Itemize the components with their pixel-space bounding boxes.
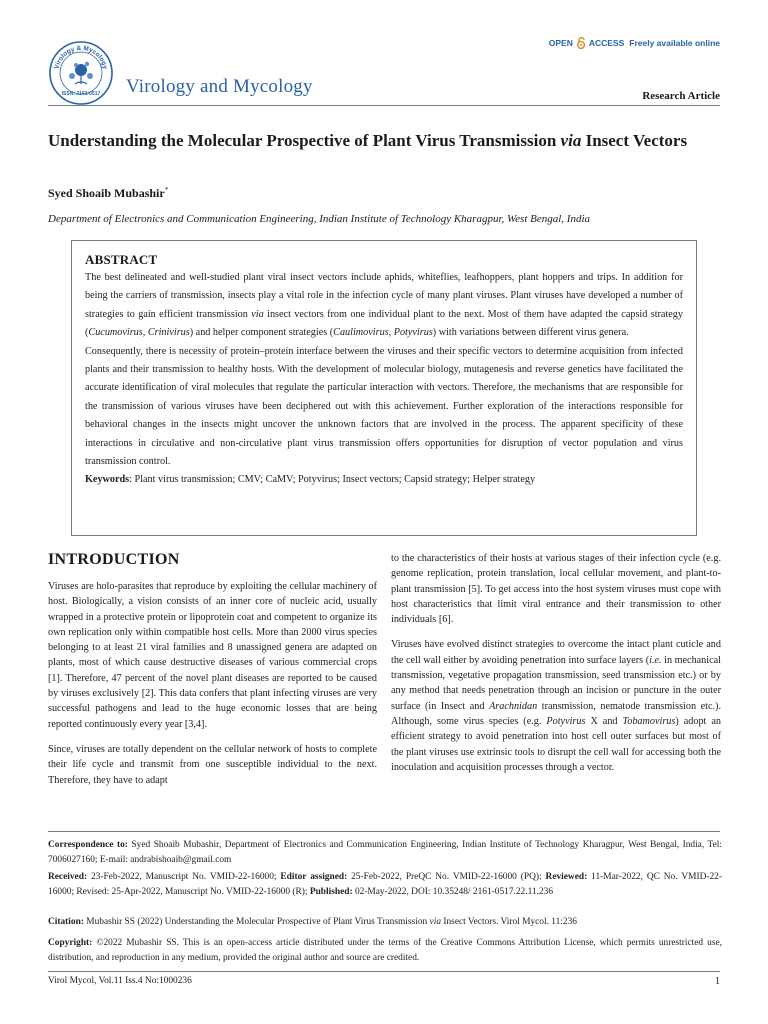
keywords-label: Keywords — [85, 474, 130, 486]
abstract-italic: via — [251, 308, 264, 320]
keywords-text: : Plant virus transmission; CMV; CaMV; Potyvirus; Insect vectors; Capsid strategy; Helper strategy — [129, 474, 536, 486]
introduction-heading: INTRODUCTION — [48, 551, 180, 568]
open-access-badge — [549, 37, 720, 49]
page-number: 1 — [715, 976, 720, 987]
abstract-italic: Caulimovirus — [333, 327, 389, 339]
intro-italic: Potyvirus — [546, 715, 586, 727]
intro-text: Viruses have evolved distinct strategies to overcome the intact plant cuticle and the cell wall either by avoiding penetration into surface layers ( — [391, 639, 721, 666]
citation-italic: via — [429, 917, 442, 927]
dates-line — [48, 870, 722, 900]
correspondence-label: Correspondence to: — [48, 840, 128, 850]
received-label: Received: — [48, 872, 88, 882]
abstract-text: The best delineated and well-studied plant viral insect vectors include aphids, whiteflies, leafhoppers, plant hoppers and trips. In addition for being the carriers of transmission, insects play a vital role in the infection cycle of many plant viruses. Plant viruses have developed a number of strategies to gain efficient transmission — [85, 272, 683, 320]
article-type: Research Article — [642, 90, 720, 102]
abstract-italic: Crinivirus — [147, 327, 190, 339]
intro-italic: Arachnidan — [489, 700, 538, 712]
title-italic: via — [560, 131, 582, 150]
editor-text: 25-Feb-2022, PreQC No. VMID-22-16000 (PQ); — [347, 872, 546, 882]
correspondence-text: Syed Shoaib Mubashir, Department of Electronics and Communication Engineering, Indian Institute of Technology Kharagpur, West Bengal, India, Tel: 7006027160; E-mail: andrabishoaib@gmail.com — [48, 840, 722, 866]
journal-reference: Virol Mycol, Vol.11 Iss.4 No:1000236 — [48, 976, 192, 986]
abstract-text: , — [388, 327, 394, 339]
correspondence — [48, 838, 722, 868]
citation-text: Insect Vectors. Virol Mycol. 11:236 — [441, 917, 577, 927]
title-main: Understanding the Molecular Prospective of Plant Virus Transmission — [48, 131, 561, 150]
citation-text: Mubashir SS (2022) Understanding the Molecular Prospective of Plant Virus Transmission — [83, 917, 430, 927]
footer-rule — [48, 831, 720, 832]
keywords — [85, 471, 683, 489]
open-lock-icon — [576, 37, 586, 49]
abstract-italic: Cucumovirus — [88, 327, 143, 339]
intro-text: X and — [585, 715, 623, 727]
abstract-paragraph-2: Consequently, there is necessity of protein–protein interface between the viruses and their specific vectors to determine acquisition from infected plants and their transmission to healthy hosts. With the development of molecular biology, mutagenesis and reverse genetics have facilitated the accurate identification of viral molecules that regulate the particular interaction with vectors. Therefore, the mechanisms that are responsible for the transmission of various viruses have been deciphered out with this achievement. Further exploration of the interactions responsible for behavioral changes in the insects might uncover the unknown factors that are involved in the process. The apparent specificity of these interactions in circulative and non-circulative plant virus transmission offers opportunities for disruption of vector population and virus transmission control. — [85, 345, 683, 468]
intro-text: in mechanical transmission, vegetative propagation transmission, seed transmission etc.) or by any method that needs penetration through an incision or puncture in the outer surface (in Insect and — [391, 654, 721, 712]
intro-text: transmission, nematode transmission etc.). Although, some virus species (e.g. — [391, 700, 721, 727]
copyright-text: ©2022 Mubashir SS. This is an open-access article distributed under the terms of the Creative Commons Attribution License, which permits unrestricted use, distribution, and reproduction in any medium, provided the original author and source are credited. — [48, 938, 722, 964]
paper-title — [48, 130, 728, 151]
open-access-prefix: OPEN — [548, 38, 573, 48]
abstract-heading: ABSTRACT — [85, 252, 158, 267]
copyright — [48, 936, 722, 966]
intro-paragraph: Viruses are holo-parasites that reproduce by exploiting the cellular machinery of host. Biologically, a vision consists of an inner core of nucleic acid, usually wrapped in a protective protein or lipoprotein coat and competent to organize its own replication only within compatible host cells. More than 2000 virus species belonging to at least 21 viral families and 8 unassigned genera are adapted on plants, most of which cause destructive diseases of various commercial crops [1]. Therefore, 47 percent of the novel plant diseases are reported to be caused by viruses exclusively [2]. This data confers that plant infecting viruses are very successful pathogens and lead to the huge economic losses that are being reported continuously every year [3,4]. — [48, 581, 377, 730]
right-column — [391, 551, 721, 785]
reviewed-text: 11-Mar-2022, QC No. VMID-22-16000; Revised: 25-Apr-2022, Manuscript No. VMID-22-16000 (R); — [48, 872, 722, 898]
received-text: 23-Feb-2022, Manuscript No. VMID-22-16000; — [87, 872, 281, 882]
author-mark: * — [164, 186, 169, 194]
abstract-paragraph-1 — [85, 269, 683, 343]
abstract-text: ) with variations between different virus genera. — [432, 327, 629, 339]
copyright-label: Copyright: — [48, 938, 93, 948]
intro-paragraph: to the characteristics of their hosts at various stages of their infection cycle (e.g. genome replication, protein translation, local cellular movement, and plant-to-plant transmission [5]. To get access into the host system viruses must cope with host characteristics that limit viral entrance and their transmission to other individuals [6]. — [391, 553, 721, 626]
logo-arc-text: Virology & Mycology — [53, 44, 109, 70]
published-text: 02-May-2022, DOI: 10.35248/ 2161-0517.22.11.236 — [352, 887, 554, 898]
affiliation: Department of Electronics and Communication Engineering, Indian Institute of Technology Kharagpur, West Bengal, India — [48, 213, 591, 225]
left-column — [48, 579, 377, 798]
intro-italic: Tobamovirus — [622, 715, 676, 727]
journal-logo — [48, 40, 114, 106]
journal-logo-icon — [48, 40, 114, 106]
intro-paragraph — [391, 637, 721, 775]
abstract-text: , — [142, 327, 148, 339]
citation-label: Citation: — [48, 917, 84, 927]
abstract-text: ) and helper component strategies ( — [189, 327, 334, 339]
open-access-suffix: Freely available online — [629, 38, 720, 48]
reviewed-label: Reviewed: — [545, 872, 588, 882]
intro-italic: i.e. — [649, 654, 662, 666]
author-name: Syed Shoaib Mubashir — [48, 186, 165, 200]
published-label: Published: — [309, 887, 353, 898]
logo-issn: ISSN: 2161-0517 — [61, 91, 101, 97]
title-end: Insect Vectors — [581, 131, 688, 150]
page-footer-rule — [48, 971, 720, 972]
open-access-word: ACCESS — [588, 38, 625, 48]
citation — [48, 915, 722, 930]
editor-label: Editor assigned: — [280, 872, 348, 882]
abstract-italic: Potyvirus — [393, 327, 433, 339]
intro-text: ) adopt an efficient strategy to avoid penetration into host cell outer surfaces but most of the plant viruses use extrinsic tools to disrupt the cell wall for accessing both the inoculation and acquisition processes through a vector. — [391, 715, 721, 773]
abstract-text: insect vectors from one individual plant to the next. Most of them have adapted the capsid strategy ( — [85, 308, 683, 339]
intro-paragraph: Since, viruses are totally dependent on the cellular network of hosts to complete their life cycle and transmit from one susceptible individual to the next. Therefore, they have to adapt — [48, 743, 377, 786]
abstract-body — [85, 269, 683, 490]
author-line — [48, 186, 168, 201]
header-rule — [48, 105, 720, 106]
journal-title: Virology and Mycology — [126, 76, 313, 97]
